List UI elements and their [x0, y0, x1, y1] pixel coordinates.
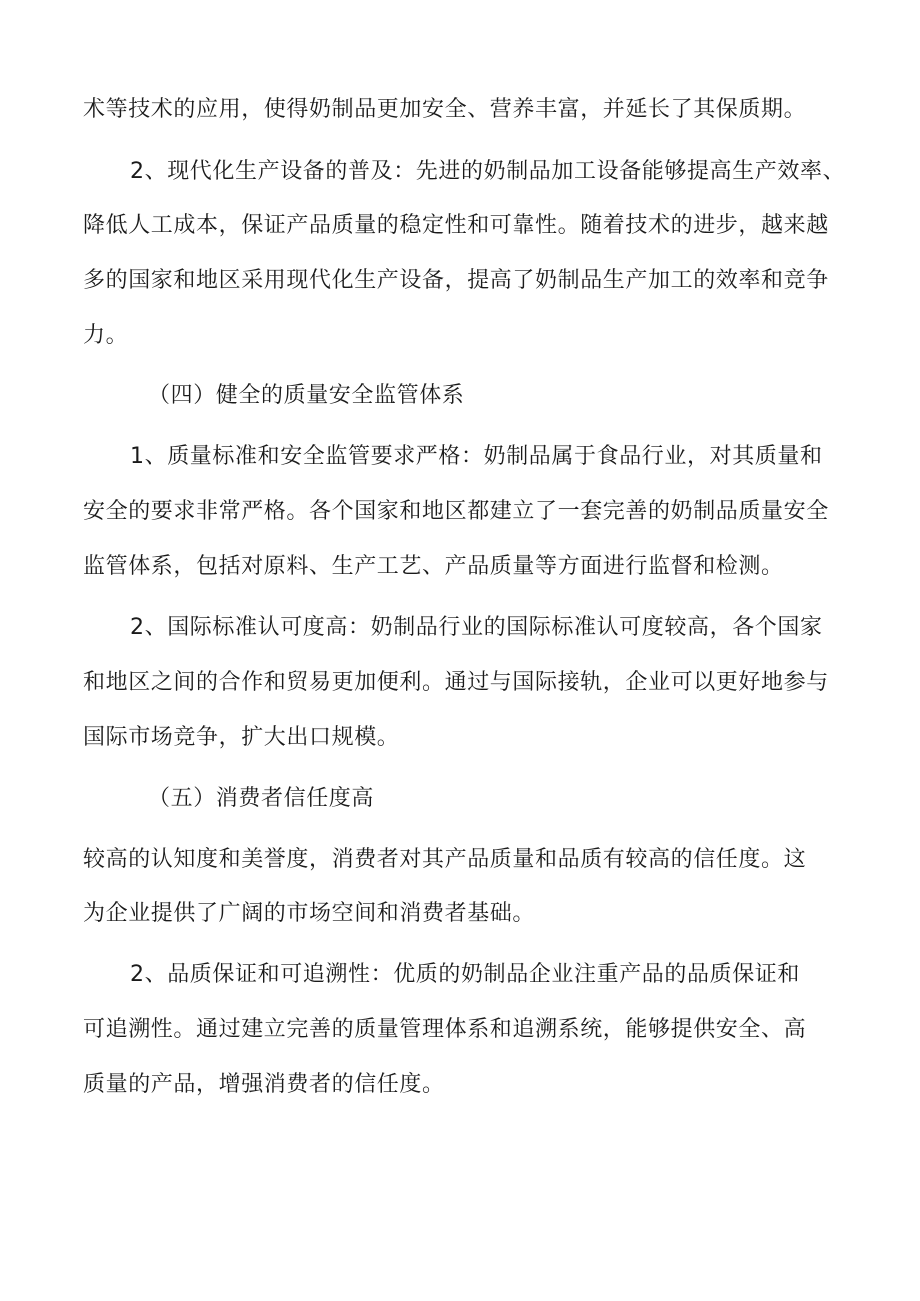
paragraph-line: 国际市场竞争，扩大出口规模。	[83, 725, 400, 750]
paragraph-line: 术等技术的应用，使得奶制品更加安全、营养丰富，并延长了其保质期。	[83, 97, 807, 122]
paragraph-line: 质量的产品，增强消费者的信任度。	[83, 1072, 445, 1097]
paragraph-line: 较高的认知度和美誉度，消费者对其产品质量和品质有较高的信任度。这	[83, 847, 807, 872]
section-heading: （五）消费者信任度高	[148, 786, 375, 811]
paragraph-line: 2、品质保证和可追溯性：优质的奶制品企业注重产品的品质保证和	[130, 962, 800, 987]
paragraph-line: 可追溯性。通过建立完善的质量管理体系和追溯系统，能够提供安全、高	[83, 1017, 807, 1042]
paragraph-line: 安全的要求非常严格。各个国家和地区都建立了一套完善的奶制品质量安全	[83, 499, 829, 524]
paragraph-line: 和地区之间的合作和贸易更加便利。通过与国际接轨，企业可以更好地参与	[83, 670, 829, 695]
paragraph-line: 监管体系，包括对原料、生产工艺、产品质量等方面进行监督和检测。	[83, 554, 784, 579]
paragraph-line: 降低人工成本，保证产品质量的稳定性和可靠性。随着技术的进步，越来越	[83, 213, 829, 238]
paragraph-line: 2、国际标准认可度高：奶制品行业的国际标准认可度较高，各个国家	[130, 615, 823, 640]
paragraph-line: 1、质量标准和安全监管要求严格：奶制品属于食品行业，对其质量和	[130, 444, 823, 469]
paragraph-line: 为企业提供了广阔的市场空间和消费者基础。	[83, 901, 536, 926]
paragraph-line: 多的国家和地区采用现代化生产设备，提高了奶制品生产加工的效率和竞争	[83, 268, 829, 293]
paragraph-line: 力。	[83, 323, 129, 348]
section-heading: （四）健全的质量安全监管体系	[148, 383, 465, 408]
paragraph-line: 2、现代化生产设备的普及：先进的奶制品加工设备能够提高生产效率、	[130, 159, 846, 184]
